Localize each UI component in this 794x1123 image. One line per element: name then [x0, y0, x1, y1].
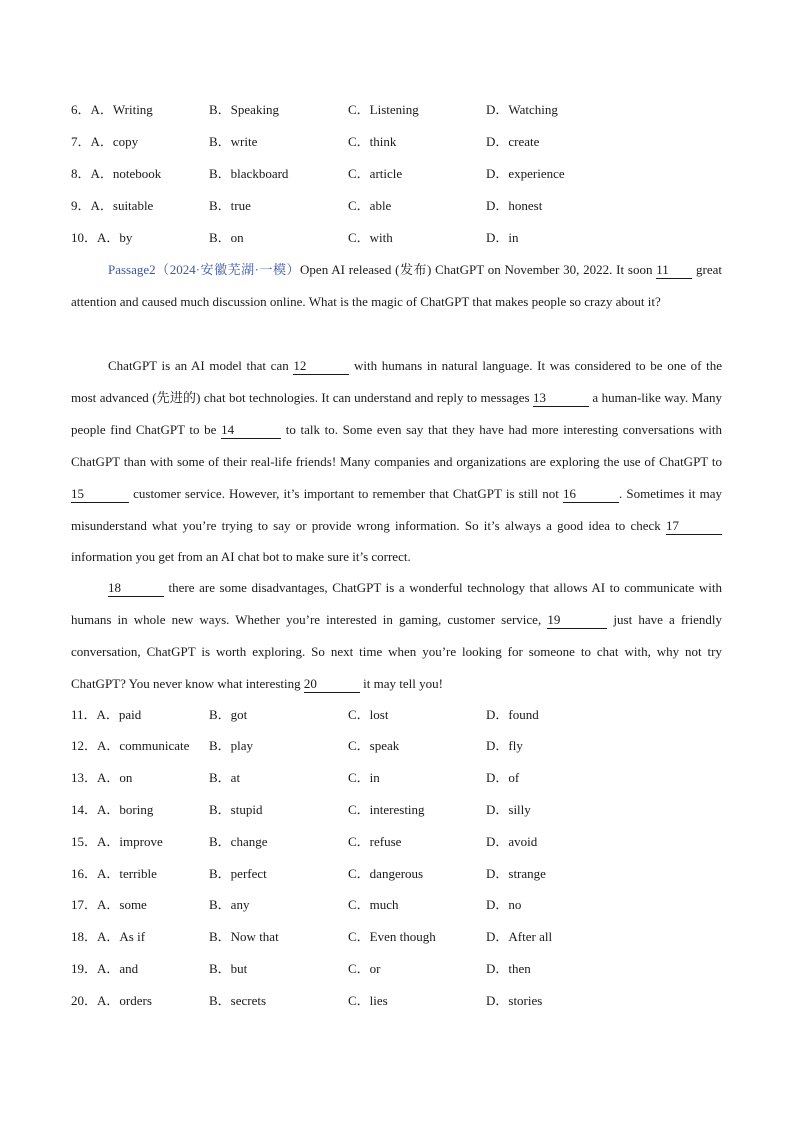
- option-a: 10．A．by: [71, 230, 133, 245]
- option-a: 6．A．Writing: [71, 102, 153, 117]
- option-c: C．much: [348, 897, 399, 912]
- option-c: C．with: [348, 230, 393, 245]
- option-d: D．avoid: [486, 834, 538, 849]
- paragraph-text: . Sometimes it may misunderstand what you’re trying to say or provide wrong information. So it’s always a good idea to check: [71, 485, 722, 533]
- option-c: C．in: [348, 770, 380, 785]
- option-d: D．of: [486, 770, 520, 785]
- option-d: D．then: [486, 961, 531, 976]
- blank-19: 19: [547, 611, 607, 629]
- blank-12: 12: [293, 357, 349, 375]
- option-b: B．change: [209, 834, 268, 849]
- option-d: D．strange: [486, 866, 546, 881]
- option-c: C．article: [348, 166, 403, 181]
- option-d: D．in: [486, 230, 519, 245]
- paragraph-text: customer service. However, it’s important to remember that ChatGPT is still not: [129, 485, 564, 501]
- paragraph-text: with humans in natural language. It was considered to be one of the most advanced (先进的) chat bot technologies. It can understand and reply to messages: [71, 358, 722, 405]
- blank-13: 13: [533, 389, 589, 407]
- paragraph-text: information you get from an AI chat bot to make sure it’s correct.: [71, 549, 411, 565]
- option-a: 15．A．improve: [71, 834, 163, 849]
- option-b: B．true: [209, 198, 251, 213]
- paragraph-text: great attention and caused much discussion online. What is the magic of ChatGPT that makes people so crazy about it?: [71, 262, 722, 309]
- blank-20: 20: [304, 675, 360, 693]
- option-a: 7．A．copy: [71, 134, 139, 149]
- blank-17: 17: [666, 517, 722, 535]
- option-c: C．dangerous: [348, 866, 424, 881]
- option-b: B．any: [209, 897, 250, 912]
- passage-source-label: Passage2（2024·安徽芜湖·一模）: [108, 262, 301, 277]
- option-c: C．lost: [348, 707, 389, 722]
- passage-paragraph-3: [71, 572, 722, 700]
- option-a: 11．A．paid: [71, 707, 142, 722]
- paragraph-text: there are some disadvantages, ChatGPT is a wonderful technology that allows AI to communicate with humans in whole new ways. Whether you’re interested in gaming, customer service,: [71, 580, 722, 627]
- option-c: C．speak: [348, 738, 400, 753]
- option-c: C．Listening: [348, 102, 419, 117]
- option-c: C．refuse: [348, 834, 402, 849]
- option-c: C．interesting: [348, 802, 425, 817]
- option-a: 18．A．As if: [71, 929, 146, 944]
- option-d: D．create: [486, 134, 540, 149]
- blank-16: 16: [563, 485, 619, 503]
- option-d: D．After all: [486, 929, 553, 944]
- passage-paragraph-1: [71, 254, 722, 318]
- passage-paragraph-2: [71, 350, 722, 573]
- blank-18: 18: [108, 579, 164, 597]
- option-b: B．secrets: [209, 993, 267, 1008]
- option-d: D．no: [486, 897, 522, 912]
- option-a: 19．A．and: [71, 961, 139, 976]
- option-b: B．perfect: [209, 866, 267, 881]
- option-a: 8．A．notebook: [71, 166, 162, 181]
- blank-15: 15: [71, 485, 129, 503]
- blank-11: 11: [656, 261, 692, 279]
- paragraph-text: to talk to. Some even say that they have had more interesting conversations with ChatGPT than with some of their real-life friends! Many companies and organizations are exploring the use of ChatGPT to: [71, 421, 722, 469]
- option-d: D．stories: [486, 993, 543, 1008]
- option-c: C．able: [348, 198, 392, 213]
- option-b: B．write: [209, 134, 258, 149]
- option-b: B．Now that: [209, 929, 279, 944]
- option-b: B．play: [209, 738, 254, 753]
- option-c: C．or: [348, 961, 381, 976]
- option-c: C．think: [348, 134, 397, 149]
- option-a: 17．A．some: [71, 897, 147, 912]
- paragraph-text: just have a friendly conversation, ChatGPT is worth exploring. So next time when you’re looking for someone to chat with, why not try ChatGPT? You never know what interesting: [71, 611, 722, 691]
- option-d: D．Watching: [486, 102, 558, 117]
- option-a: 12．A．communicate: [71, 738, 190, 753]
- option-d: D．honest: [486, 198, 543, 213]
- option-b: B．got: [209, 707, 248, 722]
- option-b: B．but: [209, 961, 248, 976]
- option-b: B．at: [209, 770, 241, 785]
- paragraph-text: a human-like way. Many people find ChatGPT to be: [71, 389, 723, 437]
- option-b: B．on: [209, 230, 244, 245]
- option-a: 14．A．boring: [71, 802, 154, 817]
- option-d: D．silly: [486, 802, 531, 817]
- option-d: D．found: [486, 707, 539, 722]
- option-b: B．stupid: [209, 802, 263, 817]
- paragraph-text: ChatGPT is an AI model that can: [108, 358, 294, 373]
- option-a: 13．A．on: [71, 770, 133, 785]
- option-b: B．Speaking: [209, 102, 280, 117]
- option-a: 20．A．orders: [71, 993, 152, 1008]
- paragraph-text: it may tell you!: [359, 675, 443, 691]
- option-d: D．fly: [486, 738, 523, 753]
- paragraph-text: Open AI released (发布) ChatGPT on November 30, 2022. It soon: [300, 262, 657, 277]
- option-b: B．blackboard: [209, 166, 289, 181]
- option-c: C．lies: [348, 993, 388, 1008]
- option-a: 9．A．suitable: [71, 198, 154, 213]
- option-c: C．Even though: [348, 929, 436, 944]
- option-d: D．experience: [486, 166, 565, 181]
- blank-14: 14: [221, 421, 281, 439]
- option-a: 16．A．terrible: [71, 866, 157, 881]
